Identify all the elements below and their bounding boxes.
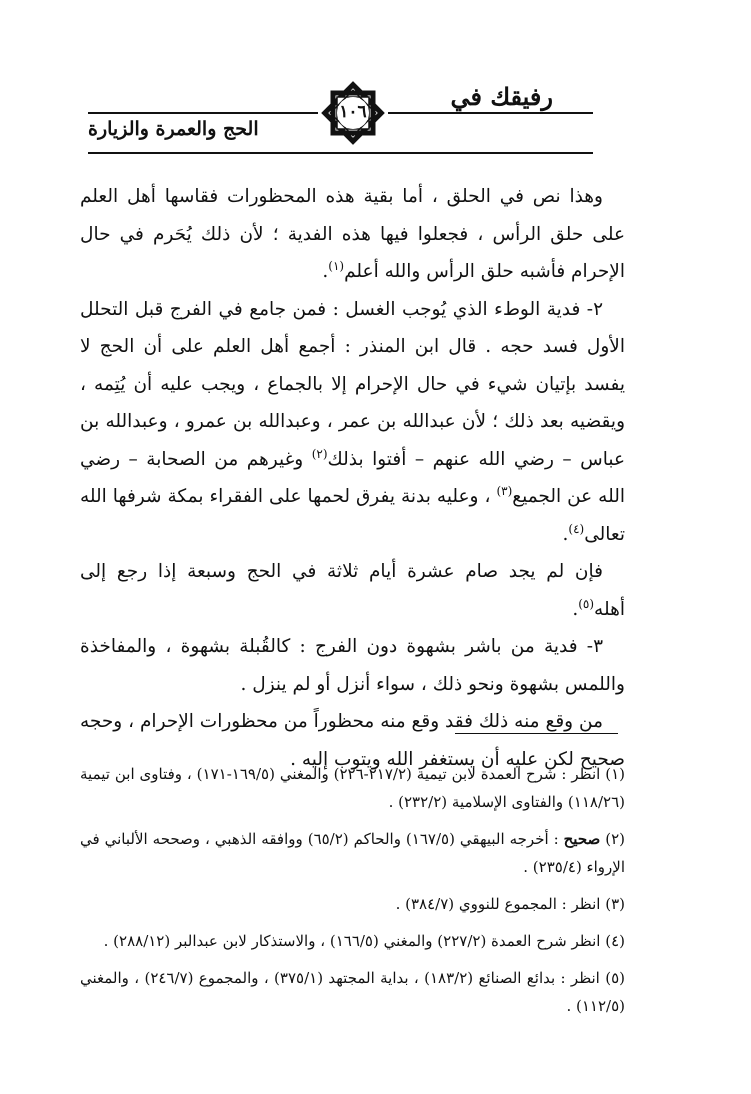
- footnote-ref[interactable]: (٤): [568, 521, 585, 536]
- footnote-ref[interactable]: (١): [328, 258, 345, 273]
- footnote-text: انظر : بدائع الصنائع (١٨٣/٢) ، بداية المجتهد (٣٧٥/١) ، والمجموع (٢٤٦/٧) ، والمغني (١١٢/٥) .: [80, 969, 625, 1015]
- main-text: [80, 178, 625, 778]
- footnote-text: : أخرجه البيهقي (١٦٧/٥) والحاكم (٦٥/٢) ووافقه الذهبي ، وصححه الألباني في الإرواء (٢٣٥/٤) .: [80, 830, 625, 876]
- footnote: [80, 964, 625, 1020]
- footnote-number: (٤): [605, 932, 625, 950]
- paragraph-text: وهذا نص في الحلق ، أما بقية هذه المحظورات فقاسها أهل العلم على حلق الرأس ، فجعلوا فيها هذه الفدية ؛ لأن ذلك يُحَرم في حال الإحرام فأشبه حلق الرأس والله أعلم: [80, 186, 625, 282]
- page-header: [88, 70, 593, 150]
- footnote: [80, 890, 625, 918]
- footnote-text: انظر شرح العمدة (٢٢٧/٢) والمغني (١٦٦/٥) ، والاستذكار لابن عبدالبر (٢٨٨/١٢) .: [103, 932, 601, 950]
- paragraph-text: من وقع منه ذلك فقد وقع منه محظوراً من محظورات الإحرام ، وحجه صحيح لكن عليه أن يستغفر الله ويتوب إليه .: [80, 711, 625, 770]
- paragraph: [80, 178, 625, 291]
- paragraph-tail: .: [572, 598, 579, 620]
- footnote-text: انظر : شرح العمدة لابن تيمية (٢١٧/٢-٢٢٦) والمغني (١٦٩/٥-١٧١) ، وفتاوى ابن تيمية (١١٨/٢٦) والفتاوى الإسلامية (٢٣٢/٢) .: [80, 765, 625, 811]
- paragraph-text: ، وعليه بدنة يفرق لحمها على الفقراء بمكة شرفها الله تعالى: [80, 486, 625, 545]
- footnote-number: (٢): [605, 830, 626, 848]
- footnote-ref[interactable]: (٣): [496, 483, 513, 498]
- header-rule-right: [388, 112, 593, 114]
- paragraph-tail: .: [562, 523, 569, 545]
- footnote-number: (٣): [605, 895, 625, 913]
- paragraph: [80, 553, 625, 628]
- running-subtitle: الحج والعمرة والزيارة: [88, 118, 259, 140]
- paragraph-text: وغيرهم من الصحابة – رضي الله عن الجميع: [80, 448, 626, 507]
- footnote-divider: [455, 733, 618, 734]
- paragraph: [80, 291, 625, 554]
- page-number: ١٠٦: [339, 102, 367, 122]
- header-rule-left: [88, 112, 318, 114]
- footnote-ref[interactable]: (٢): [311, 446, 328, 461]
- paragraph-tail: .: [322, 261, 329, 282]
- footnote-ref[interactable]: (٥): [578, 596, 595, 611]
- page-number-badge: [320, 78, 386, 148]
- paragraph-text: ٢- فدية الوطء الذي يُوجب الغسل : فمن جامع في الفرج قبل التحلل الأول فسد حجه . قال ابن المنذر : أجمع أهل العلم على أن الحج لا يفسد بإتيان شيء في حال الإحرام إلا بالجماع ، ويجب عليه أن يُتِمه ، ويقضيه بعد ذلك ؛ لأن عبدالله بن عمر ، وعبدالله بن عمرو ، وعبدالله بن عباس – رضي الله عنهم – أفتوا بذلك: [80, 298, 626, 470]
- footnote-grade: صحيح: [563, 830, 601, 848]
- footnote-number: (١): [605, 765, 625, 783]
- paragraph-text: فإن لم يجد صام عشرة أيام ثلاثة في الحج وسبعة إذا رجع إلى أهله: [80, 561, 625, 620]
- paragraph: [80, 628, 625, 703]
- footnotes: [80, 760, 625, 1029]
- footnote-text: انظر : المجموع للنووي (٣٨٤/٧) .: [395, 895, 601, 913]
- running-title: رفيقك في: [450, 82, 553, 111]
- header-rule-bottom: [88, 152, 593, 154]
- paragraph-text: ٣- فدية من باشر بشهوة دون الفرج : كالقُبلة بشهوة ، والمفاخذة واللمس بشهوة ونحو ذلك ، سواء أنزل أو لم ينزل .: [80, 636, 625, 695]
- footnote: [80, 760, 625, 816]
- footnote: [80, 825, 625, 881]
- footnote: [80, 927, 625, 955]
- footnote-number: (٥): [605, 969, 625, 987]
